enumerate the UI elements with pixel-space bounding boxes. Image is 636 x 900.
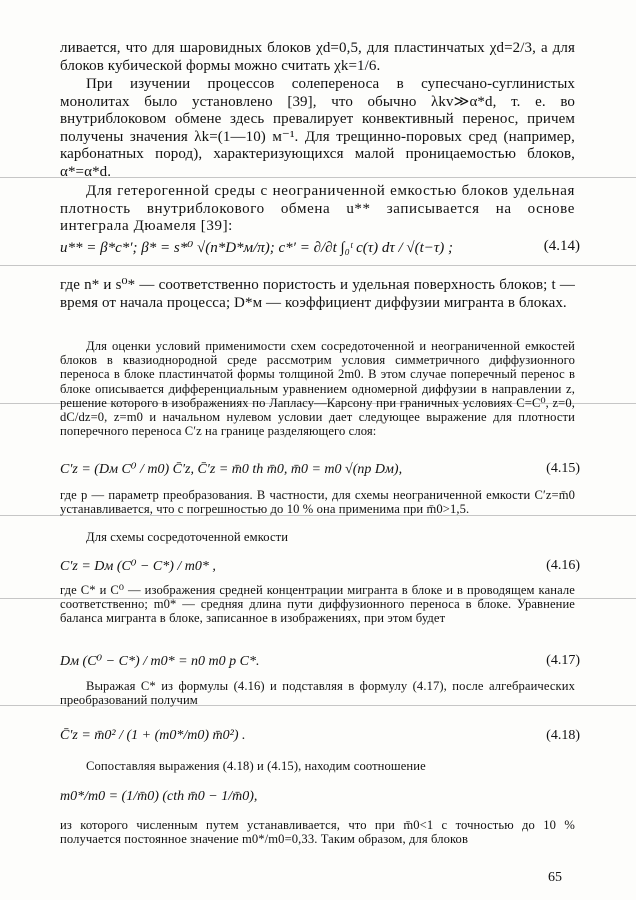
- equation-body: C′z = (Dм C⁰ / m0) C̄′z, C̄′z = m̄0 th m̄0, m̄0 = m0 √(np Dм),: [60, 462, 403, 477]
- equation-number: (4.16): [546, 558, 580, 573]
- paragraph-3: Для гетерогенной среды с неограниченной емкостью блоков удельная плотность внутриблокового обмена u** записывается на основе интеграла Дюамеля [39]:: [60, 183, 575, 234]
- paragraph-1: ливается, что для шаровидных блоков χd=0,5, для пластинчатых χd=2/3, а для блоков кубической формы можно считать χk=1/6.: [60, 40, 575, 74]
- equation-body: m0*/m0 = (1/m̄0) (cth m̄0 − 1/m̄0),: [60, 789, 258, 804]
- paragraph-4: где n* и s⁰* — соответственно пористость и удельная поверхность блоков; t — время от начала процесса; D*м — коэффициент диффузии мигранта в блоках.: [60, 277, 575, 311]
- equation-body: C̄′z = m̄0² / (1 + (m0*/m0) m̄0²) .: [60, 728, 246, 743]
- paragraph-10: Сопоставляя выражения (4.18) и (4.15), находим соотношение: [86, 759, 426, 773]
- equation-4-18: [60, 728, 580, 744]
- equation-4-15: [60, 461, 580, 478]
- equation-number: (4.17): [546, 653, 580, 668]
- equation-4-14: [60, 238, 580, 278]
- equation-body: u** = β*c*′; β* = s*⁰ √(n*D*м/π); c*′ = ∂/∂t ∫₀ᵗ c(τ) dτ / √(t−τ) ;: [60, 240, 454, 256]
- paragraph-2: При изучении процессов солепереноса в супесчано-суглинистых монолитах было установлено [39], что обычно λkv≫α*d, т. е. во внутриблоковом обмене здесь превалирует конвективный перенос, причем получены значения λk=(1—10) м⁻¹. Для трещинно-поровых сред (например, карбонатных пород), характеризующихся малой проницаемостью блоков, α*=α*d.: [60, 76, 575, 180]
- equation-ratio: [60, 789, 580, 805]
- paragraph-5: Для оценки условий применимости схем сосредоточенной и неограниченной емкостей блоков в квазиоднородной среде рассмотрим условия симметричного диффузионного переноса в блоке пластинчатой формы толщиной 2m0. В этом случае поперечный перенос в блоке описывается дифференциальным уравнением одномерной диффузии в направлении z, решение которого в изображениях по Лапласу—Карсону при граничных условиях C=C⁰, z=0, dC/dz=0, z=m0 и начальном нулевом условии дает следующее выражение для плотности поперечного переноса C′z на границе разделяющего слоя:: [60, 339, 575, 439]
- equation-4-17: [60, 653, 580, 670]
- paragraph-9: Выражая C* из формулы (4.16) и подставляя в формулу (4.17), после алгебраических преобразований получим: [60, 679, 575, 708]
- equation-number: (4.18): [546, 728, 580, 743]
- paragraph-8: где C* и C⁰ — изображения средней концентрации мигранта в блоке и в проводящем канале соответственно; m0* — средняя длина пути диффузионного переноса в блоке. Уравнение баланса мигранта в блоке, записанное в изображениях, при этом будет: [60, 583, 575, 626]
- paragraph-7: Для схемы сосредоточенной емкости: [86, 530, 289, 544]
- equation-body: C′z = Dм (C⁰ − C*) / m0* ,: [60, 559, 216, 574]
- equation-number: (4.14): [543, 238, 580, 254]
- page-number: 65: [548, 870, 562, 885]
- paragraph-6: где p — параметр преобразования. В частности, для схемы неограниченной емкости C′z=m̄0 устанавливается, что с погрешностью до 10 % она применима при m̄0>1,5.: [60, 488, 575, 517]
- equation-body: Dм (C⁰ − C*) / m0* = n0 m0 p C*.: [60, 654, 260, 669]
- equation-4-16: [60, 558, 580, 575]
- equation-number: (4.15): [546, 461, 580, 476]
- paragraph-11: из которого численным путем устанавливается, что при m̄0<1 с точностью до 10 % получается постоянное значение m0*/m0=0,33. Таким образом, для блоков: [60, 818, 575, 847]
